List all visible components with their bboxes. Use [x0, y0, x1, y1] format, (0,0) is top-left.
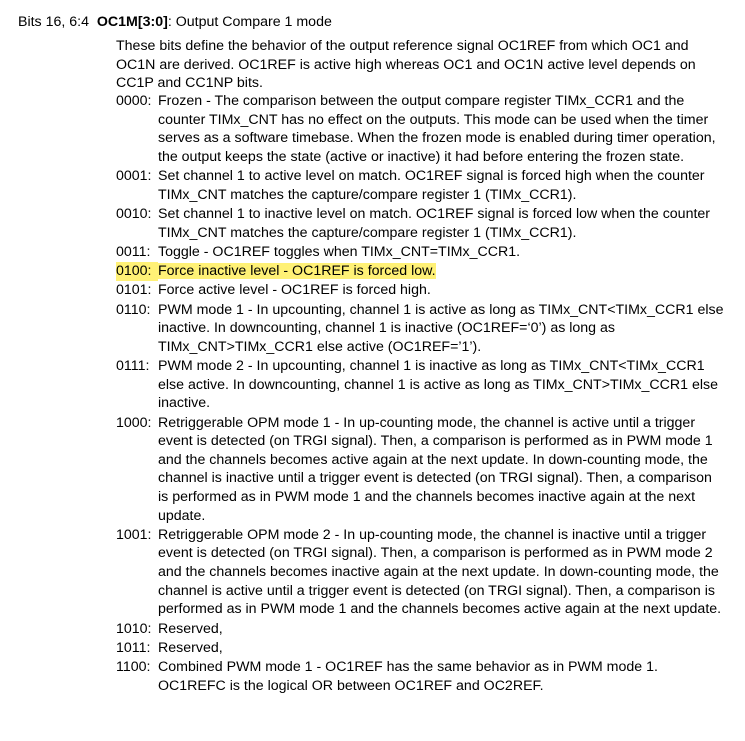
mode-item: [116, 357, 726, 413]
mode-item: [116, 301, 726, 357]
mode-description: [158, 357, 726, 413]
mode-description: [158, 301, 726, 357]
mode-code: 0101:: [116, 282, 152, 299]
field-description: These bits define the behavior of the output reference signal OC1REF from which OC1 and OC1N are derived. OC1REF is active high whereas OC1 and OC1N active level depends on CC1P and CC1NP bits.: [116, 38, 696, 92]
mode-description: [158, 620, 726, 639]
mode-description: [158, 205, 726, 242]
mode-description: [158, 281, 726, 300]
mode-code: 0011:: [116, 243, 151, 260]
mode-item: [116, 414, 726, 526]
mode-text: PWM mode 1 - In upcounting, channel 1 is active as long as TIMx_CNT<TIMx_CCR1 else inactive. In downcounting, channel 1 is inactive (OC1REF=‘0’) as long as TIMx_CNT>TIMx_CCR1 else active (OC1REF=’1’).: [158, 301, 724, 355]
field-title: : Output Compare 1 mode: [167, 14, 332, 30]
mode-text: Set channel 1 to active level on match. OC1REF signal is forced high when the counter TIMx_CNT matches the capture/compare register 1 (TIMx_CCR1).: [158, 168, 705, 203]
mode-description: [158, 526, 726, 619]
mode-code: 0000:: [116, 93, 152, 109]
bits-label: Bits 16, 6:4: [18, 14, 89, 30]
mode-code: 0010:: [116, 205, 152, 222]
mode-item: [116, 526, 726, 619]
mode-description: [158, 92, 726, 166]
mode-item: [116, 281, 726, 300]
mode-text: Frozen - The comparison between the output compare register TIMx_CCR1 and the counter TIMx_CNT has no effect on the outputs. This mode can be used when the timer serves as a software timebase. When the frozen mode is enabled during timer operation, the output keeps the state (active or inactive) it had before entering the frozen state.: [158, 93, 716, 165]
mode-code: 0110:: [116, 301, 151, 318]
mode-text: Retriggerable OPM mode 2 - In up-counting mode, the channel is inactive until a trigger event is detected (on TRGI signal). Then, a comparison is performed as in PWM mode 2 and the channels becomes inactive again at the next update. In down-counting mode, the channel is active until a trigger event is detected (on TRGI signal). Then, a comparison is performed as in PWM mode 1 and the channels becomes active again at the next update.: [158, 526, 722, 618]
mode-text: Set channel 1 to inactive level on match. OC1REF signal is forced low when the counter TIMx_CNT matches the capture/compare register 1 (TIMx_CCR1).: [158, 205, 711, 241]
mode-item: [116, 262, 726, 281]
field-heading: [18, 13, 332, 32]
mode-code: 0100:: [116, 262, 158, 281]
mode-description: [158, 262, 726, 281]
mode-description: [158, 658, 726, 695]
mode-code: 1000:: [116, 414, 152, 431]
mode-code: 1100:: [116, 659, 151, 676]
mode-item: [116, 639, 726, 658]
mode-item: [116, 243, 726, 262]
mode-description: [158, 639, 726, 658]
mode-text: Retriggerable OPM mode 1 - In up-counting mode, the channel is active until a trigger event is detected (on TRGI signal). Then, a comparison is performed as in PWM mode 1 and the channels becomes active again at the next update. In down-counting mode, the channel is inactive until a trigger event is detected (on TRGI signal). Then, a comparison is performed as in PWM mode 1 and the channels becomes inactive again at the next update.: [158, 414, 713, 524]
mode-code: 1010:: [116, 620, 152, 637]
mode-code: 0111:: [116, 358, 150, 375]
mode-code: 0001:: [116, 168, 152, 185]
mode-text: Reserved,: [158, 620, 223, 637]
mode-item: [116, 620, 726, 639]
mode-text: Reserved,: [158, 639, 223, 656]
mode-description: [158, 167, 726, 204]
mode-item: [116, 658, 726, 695]
mode-text: Toggle - OC1REF toggles when TIMx_CNT=TIMx_CCR1.: [158, 243, 521, 260]
mode-item: [116, 92, 726, 166]
mode-item: [116, 205, 726, 242]
mode-text: Combined PWM mode 1 - OC1REF has the same behavior as in PWM mode 1. OC1REFC is the logical OR between OC1REF and OC2REF.: [158, 659, 658, 694]
mode-code: 1011:: [116, 639, 151, 656]
mode-description: [158, 414, 726, 526]
highlighted-mode-text: Force inactive level - OC1REF is forced low.: [158, 263, 436, 280]
mode-description: [158, 243, 726, 262]
mode-list: [116, 92, 726, 696]
field-name: OC1M[3:0]: [96, 14, 168, 30]
mode-code: 1001:: [116, 526, 152, 543]
mode-item: [116, 167, 726, 204]
mode-text: PWM mode 2 - In upcounting, channel 1 is inactive as long as TIMx_CNT<TIMx_CCR1 else active. In downcounting, channel 1 is active as long as TIMx_CNT>TIMx_CCR1 else inactive.: [158, 358, 719, 412]
mode-text: Force active level - OC1REF is forced high.: [158, 282, 431, 299]
